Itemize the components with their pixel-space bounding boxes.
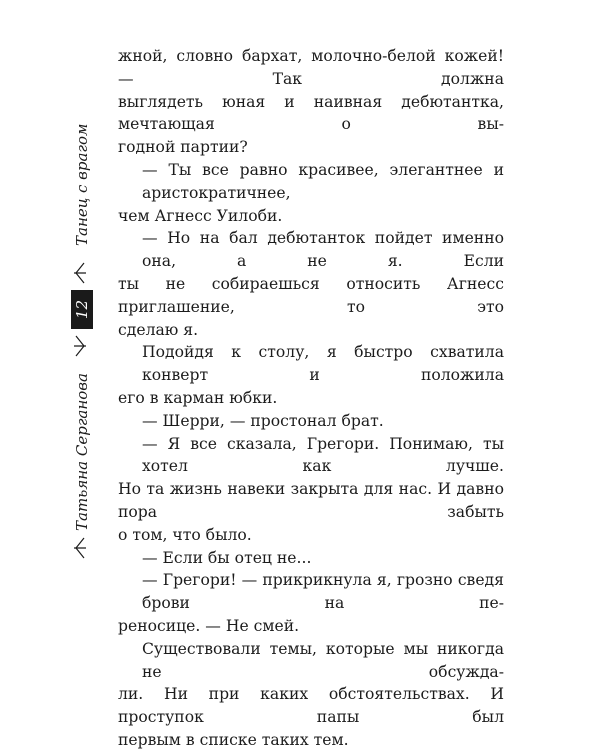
- text-line: ты не собираешься относить Агнесс приглашение, то это: [118, 274, 504, 316]
- text-line: — Но на бал дебютанток пойдет именно она, а не я. Если: [142, 229, 504, 271]
- text-line: — Я все сказала, Грегори. Понимаю, ты хотел как лучше.: [142, 434, 504, 476]
- text-line: чем Агнесс Уилоби.: [118, 206, 283, 225]
- text-line: ли. Ни при каких обстоятельствах. И проступок папы был: [118, 685, 504, 727]
- text-line: о том, что было.: [118, 525, 252, 544]
- text-line: первым в списке таких тем.: [118, 730, 349, 749]
- book-title: Танец с врагом: [73, 123, 91, 246]
- text-line: его в карман юбки.: [118, 388, 278, 407]
- body-text: [118, 45, 504, 752]
- page-number: 12: [71, 290, 93, 329]
- separator-dot: [81, 250, 84, 253]
- text-line: годной партии?: [118, 138, 248, 157]
- text-line: — Если бы отец не...: [142, 548, 312, 567]
- running-header: [58, 123, 106, 565]
- text-line: — Ты все равно красивее, элегантнее и аристократичнее,: [142, 160, 504, 202]
- text-line: реносице. — Не смей.: [118, 616, 300, 635]
- text-line: Подойдя к столу, я быстро схватила конверт и положила: [142, 343, 504, 385]
- text-line: жной, словно бархат, молочно-белой кожей! — Так должна: [118, 47, 504, 88]
- text-line: сделаю я.: [118, 320, 199, 339]
- author-name: Татьяна Серганова: [73, 373, 91, 531]
- text-line: Существовали темы, которые мы никогда не обсужда-: [142, 639, 504, 681]
- text-line: Но та жизнь навеки закрыта для нас. И давно пора забыть: [118, 480, 504, 521]
- text-line: — Грегори! — прикрикнула я, грозно сведя брови на пе-: [142, 571, 504, 613]
- text-line: — Шерри, — простонал брат.: [142, 411, 384, 430]
- ornament-icon: [73, 537, 91, 559]
- text-line: выглядеть юная и наивная дебютантка, мечтающая о вы-: [118, 92, 504, 134]
- ornament-icon: [73, 262, 91, 284]
- separator-dot: [81, 367, 84, 370]
- ornament-icon: [73, 335, 91, 357]
